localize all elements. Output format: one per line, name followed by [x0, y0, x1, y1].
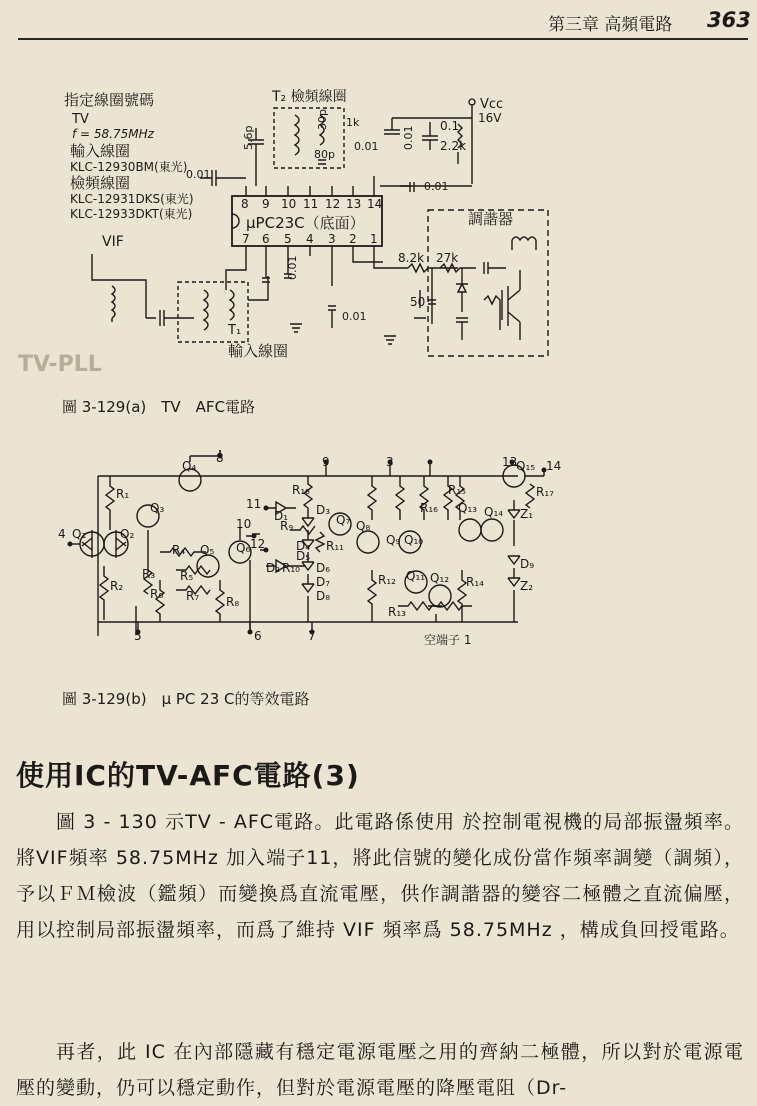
- pin-4: 4: [306, 232, 314, 246]
- label-d5: D₅: [296, 549, 311, 563]
- detect-coil-label: 檢頻線圈: [70, 174, 131, 192]
- input-coil-caption: 輸入線圈: [228, 342, 289, 360]
- label-r17: R₁₇: [536, 485, 554, 499]
- input-coil-label: 輸入線圈: [70, 142, 131, 160]
- pin-7: 7: [242, 232, 250, 246]
- t1-label: T₁: [228, 323, 242, 338]
- label-z2: Z₂: [520, 579, 534, 593]
- paragraph-1: 圖 3 - 130 示TV - AFC電路。此電路係使用 於控制電視機的局部振盪頻率。將VIF頻率 58.75MHz 加入端子11，將此信號的變化成份當作頻率調變（調頻），予以ＦＭ檢波（鑑頻）而變換爲直流電壓，供作調諧器的變容二極體之直流偏壓，用以控制局部振盪頻率，而爲了維持 VIF 頻率爲 58.75MHz ，構成負回授電路。: [16, 811, 744, 941]
- label-r16: R₁₆: [420, 501, 438, 515]
- label-r4: R₄: [172, 543, 186, 557]
- label-d1: D₁: [274, 509, 289, 523]
- label-d3: D₃: [316, 503, 331, 517]
- figure-b-caption: 圖 3-129(b) μ PC 23 C的等效電路: [62, 690, 310, 708]
- node-7: 7: [308, 629, 316, 643]
- label-r13: R₁₃: [388, 605, 406, 619]
- node-9: 9: [322, 455, 330, 469]
- r-1k: 1k: [346, 116, 360, 129]
- freq-label: f = 58.75MHz: [72, 127, 154, 141]
- label-q13: Q₁₃: [458, 501, 478, 515]
- chapter-title: 第三章 高頻電路: [548, 15, 673, 35]
- c-0p01-f: 0.01: [342, 310, 367, 323]
- pin-13: 13: [346, 197, 362, 211]
- pin-10: 10: [281, 197, 297, 211]
- label-r14: R₁₄: [466, 575, 484, 589]
- pin-3: 3: [328, 232, 336, 246]
- label-r5: R₅: [180, 569, 194, 583]
- label-r7: R₇: [186, 589, 200, 603]
- node-11: 11: [246, 497, 262, 511]
- r-2p2k: 2.2k: [440, 139, 467, 153]
- label-r15: R₁₅: [448, 483, 466, 497]
- node-4: 4: [58, 527, 66, 541]
- pin-9: 9: [262, 197, 270, 211]
- pin-14: 14: [367, 197, 383, 211]
- c-80p: 80p: [314, 148, 335, 161]
- r-8p2k: 8.2k: [398, 251, 425, 265]
- label-q6: Q₆: [236, 541, 251, 555]
- empty-terminal-label: 空端子 1: [424, 633, 472, 647]
- c-0p01-b: 0.01: [402, 125, 415, 150]
- r-27k: 27k: [436, 251, 459, 265]
- tv-label: TV: [72, 112, 89, 127]
- t2-label: T₂ 檢頻線圈: [272, 89, 347, 105]
- label-r11: R₁₁: [326, 539, 344, 553]
- input-part-label: KLC-12930BM(東光): [70, 160, 188, 174]
- label-r1: R₁: [116, 487, 130, 501]
- node-5: 5: [134, 629, 142, 643]
- label-d7: D₇: [316, 575, 331, 589]
- label-r2: R₂: [110, 579, 124, 593]
- label-q9: Q₉: [386, 533, 401, 547]
- c-30p: 30p: [316, 109, 329, 130]
- body-text-2: [16, 1034, 744, 1106]
- tuner-label: 調諧器: [468, 210, 514, 228]
- node-6: 6: [254, 629, 262, 643]
- label-q14: Q₁₄: [484, 505, 504, 519]
- label-q5: Q₅: [200, 543, 215, 557]
- label-q1: Q₁: [72, 527, 87, 541]
- label-r8: R₈: [226, 595, 240, 609]
- section-heading: 使用IC的TV-AFC電路(3): [16, 759, 360, 792]
- label-r3: R₃: [142, 567, 156, 581]
- node-12: 12: [250, 537, 266, 551]
- vcc-voltage: 16V: [478, 111, 502, 125]
- node-14: 14: [546, 459, 562, 473]
- page-number: 363: [707, 8, 751, 32]
- c-0p01-d: 0.01: [424, 180, 449, 193]
- label-r9: R₉: [280, 519, 294, 533]
- label-q10: Q₁₀: [404, 533, 424, 547]
- label-q3: Q₃: [150, 501, 165, 515]
- label-z1: Z₁: [520, 507, 534, 521]
- label-r18: R₁₈: [292, 483, 310, 497]
- node-8: 8: [216, 451, 224, 465]
- label-d9: D₉: [520, 557, 535, 571]
- c-0p01-c: 0.01: [186, 168, 211, 181]
- label-d2: D₂: [266, 561, 281, 575]
- vif-label: VIF: [102, 234, 124, 250]
- paragraph-2: 再者，此 IC 在內部隱藏有穩定電源電壓之用的齊納二極體，所以對於電源電壓的變動，仍可以穩定動作，但對於電源電壓的降壓電阻（Dr-: [16, 1041, 744, 1099]
- body-text: [16, 804, 744, 948]
- label-r10: R₁₀: [282, 561, 300, 575]
- label-d4: D₄: [296, 539, 311, 553]
- c-0p01-e: 0.01: [286, 255, 299, 280]
- bleed-through: TV-PLL: [18, 352, 102, 377]
- label-r6: R₆: [150, 587, 164, 601]
- pin-5: 5: [284, 232, 292, 246]
- ic-name: μPC23C（底面）: [246, 214, 365, 232]
- label-q11: Q₁₁: [406, 569, 426, 583]
- detect-part2-label: KLC-12933DKT(東光): [70, 207, 193, 221]
- node-13: 13: [502, 455, 518, 469]
- pin-11: 11: [303, 197, 319, 211]
- pin-2: 2: [349, 232, 357, 246]
- c-50: 50: [410, 295, 426, 309]
- c-0p01-a: 0.01: [354, 140, 379, 153]
- c-0p1: 0.1: [440, 119, 460, 133]
- pin-8: 8: [241, 197, 249, 211]
- label-q15: Q₁₅: [516, 459, 536, 473]
- detect-part1-label: KLC-12931DKS(東光): [70, 192, 194, 206]
- label-q8: Q₈: [356, 519, 371, 533]
- coil-spec-label: 指定線圈號碼: [64, 91, 155, 109]
- pin-12: 12: [325, 197, 341, 211]
- c-5p6: 5.6p: [242, 125, 255, 150]
- pin-6: 6: [262, 232, 270, 246]
- node-10: 10: [236, 517, 252, 531]
- label-q12: Q₁₂: [430, 571, 450, 585]
- figure-a-caption: 圖 3-129(a) TV AFC電路: [62, 398, 256, 416]
- pin-1: 1: [370, 232, 378, 246]
- label-d8: D₈: [316, 589, 331, 603]
- node-3: 3: [386, 455, 394, 469]
- label-d6: D₆: [316, 561, 331, 575]
- label-q7: Q₇: [336, 513, 351, 527]
- label-r12: R₁₂: [378, 573, 396, 587]
- vcc-label: Vcc: [480, 97, 504, 112]
- label-q2: Q₂: [120, 527, 135, 541]
- label-q4: Q₄: [182, 459, 197, 473]
